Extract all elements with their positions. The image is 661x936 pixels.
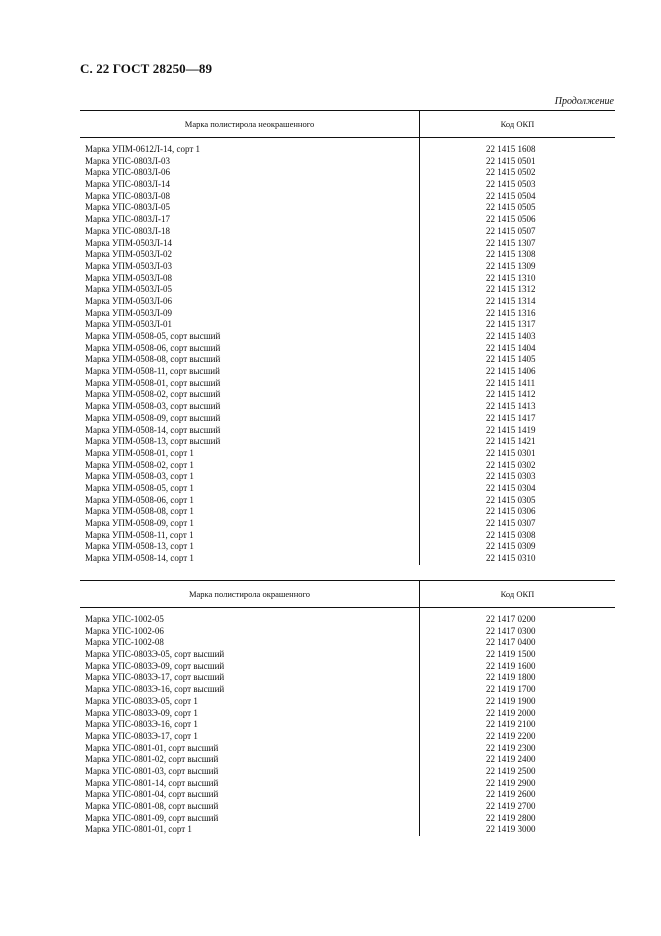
okp-code-cell: 22 1415 1403	[486, 331, 536, 341]
grade-cell: Марка УПМ-0508-14, сорт высший	[85, 424, 221, 435]
okp-code-cell: 22 1419 2800	[486, 812, 536, 823]
okp-code-cell: 22 1415 0501	[486, 155, 536, 166]
table-row	[80, 731, 615, 743]
table-row	[80, 436, 615, 448]
table-row	[80, 425, 615, 437]
table-row	[80, 801, 615, 813]
continuation-label: Продолжение	[554, 96, 614, 107]
okp-code-cell: 22 1415 1406	[486, 366, 536, 377]
grade-cell: Марка УПМ-0503Л-08	[85, 272, 172, 283]
grade-cell: Марка УПС-0803Л-17	[85, 214, 170, 225]
table-row	[80, 626, 615, 638]
table-row	[80, 684, 615, 696]
okp-code-cell: 22 1415 1404	[486, 342, 536, 353]
okp-code-cell: 22 1415 0305	[486, 494, 536, 505]
table-row	[80, 637, 615, 649]
grade-cell: Марка УПС-0803Л-18	[85, 225, 170, 236]
okp-code-cell: 22 1415 1413	[486, 401, 536, 412]
grade-cell: Марка УПС-0801-02, сорт высший	[85, 754, 219, 765]
table-row	[80, 495, 615, 507]
grade-cell: Марка УПМ-0508-09, сорт 1	[85, 518, 194, 528]
grade-cell: Марка УПС-0803Л-08	[85, 190, 170, 201]
table-row	[80, 331, 615, 343]
okp-code-cell: 22 1415 1308	[486, 249, 536, 260]
grade-cell: Марка УПС-0801-04, сорт высший	[85, 789, 219, 800]
table-colored	[80, 580, 615, 836]
okp-code-cell: 22 1415 1405	[486, 354, 536, 365]
okp-code-cell: 22 1415 0304	[486, 482, 536, 493]
grade-cell: Марка УПМ-0508-09, сорт высший	[85, 412, 221, 423]
grade-cell: Марка УПМ-0508-11, сорт 1	[85, 529, 194, 540]
okp-code-cell: 22 1415 1317	[486, 319, 536, 330]
table-row	[80, 460, 615, 472]
grade-cell: Марка УПС-1002-06	[85, 625, 164, 636]
column-header-grade: Марка полистирола неокрашенного	[184, 119, 315, 129]
grade-cell: Марка УПМ-0503Л-02	[85, 249, 172, 260]
okp-code-cell: 22 1419 2500	[486, 765, 536, 776]
okp-code-cell: 22 1415 0306	[486, 506, 536, 517]
okp-code-cell: 22 1415 1314	[486, 295, 536, 306]
grade-cell: Марка УПМ-0508-06, сорт высший	[85, 342, 221, 353]
table-row	[80, 719, 615, 731]
grade-cell: Марка УПМ-0508-06, сорт 1	[85, 494, 194, 505]
okp-code-cell: 22 1415 0301	[486, 447, 536, 458]
column-header-okp-code: Код ОКП	[500, 589, 535, 599]
table-row	[80, 273, 615, 285]
table-row	[80, 471, 615, 483]
grade-cell: Марка УПС-0803Э-05, сорт высший	[85, 649, 225, 660]
table-row	[80, 708, 615, 720]
grade-cell: Марка УПМ-0508-13, сорт высший	[85, 436, 221, 447]
table-row	[80, 789, 615, 801]
grade-cell: Марка УПМ-0503Л-05	[85, 284, 172, 295]
table-row	[80, 778, 615, 790]
table-row	[80, 813, 615, 825]
okp-code-cell: 22 1419 1900	[486, 695, 536, 706]
grade-cell: Марка УПМ-0508-03, сорт высший	[85, 401, 221, 412]
table-row	[80, 530, 615, 542]
table-row	[80, 249, 615, 261]
table-row	[80, 238, 615, 250]
table-row	[80, 378, 615, 390]
okp-code-cell: 22 1415 1316	[486, 307, 536, 318]
table-row	[80, 191, 615, 203]
grade-cell: Марка УПС-1002-05	[85, 614, 164, 624]
table-row	[80, 308, 615, 320]
grade-cell: Марка УПМ-0508-05, сорт высший	[85, 331, 221, 341]
grade-cell: Марка УПМ-0508-03, сорт 1	[85, 471, 194, 482]
okp-code-cell: 22 1415 0504	[486, 190, 536, 201]
okp-code-cell: 22 1415 0502	[486, 167, 536, 178]
grade-cell: Марка УПС-0803Э-17, сорт высший	[85, 672, 225, 683]
okp-code-cell: 22 1415 0506	[486, 214, 536, 225]
grade-cell: Марка УПМ-0503Л-06	[85, 295, 172, 306]
grade-cell: Марка УПС-0801-01, сорт высший	[85, 742, 219, 753]
table-row	[80, 448, 615, 460]
okp-code-cell: 22 1417 0200	[486, 614, 536, 624]
okp-code-cell: 22 1415 0308	[486, 529, 536, 540]
table-header	[80, 110, 615, 138]
okp-code-cell: 22 1415 1421	[486, 436, 536, 447]
grade-cell: Марка УПМ-0503Л-14	[85, 237, 172, 248]
grade-cell: Марка УПМ-0508-02, сорт 1	[85, 459, 194, 470]
table-row	[80, 401, 615, 413]
table-row	[80, 553, 615, 565]
grade-cell: Марка УПС-0801-08, сорт высший	[85, 801, 219, 811]
table-row	[80, 167, 615, 179]
grade-cell: Марка УПС-0801-01, сорт 1	[85, 824, 192, 835]
table-row	[80, 296, 615, 308]
grade-cell: Марка УПС-0803Л-14	[85, 179, 170, 190]
page-header: С. 22 ГОСТ 28250—89	[80, 61, 213, 76]
okp-code-cell: 22 1415 0503	[486, 179, 536, 190]
grade-cell: Марка УПМ-0503Л-09	[85, 307, 172, 318]
table-row	[80, 389, 615, 401]
table-row	[80, 672, 615, 684]
okp-code-cell: 22 1419 2200	[486, 730, 536, 741]
okp-code-cell: 22 1419 1600	[486, 660, 536, 671]
table-row	[80, 824, 615, 836]
grade-cell: Марка УПМ-0508-11, сорт высший	[85, 366, 220, 377]
grade-cell: Марка УПС-0803Э-09, сорт 1	[85, 707, 198, 718]
table-row	[80, 226, 615, 238]
okp-code-cell: 22 1419 2100	[486, 719, 536, 730]
table-row	[80, 261, 615, 273]
okp-code-cell: 22 1415 0307	[486, 518, 536, 528]
okp-code-cell: 22 1417 0400	[486, 637, 536, 648]
okp-code-cell: 22 1419 1800	[486, 672, 536, 683]
table-row	[80, 541, 615, 553]
table-row	[80, 144, 615, 156]
grade-cell: Марка УПС-0803Э-17, сорт 1	[85, 730, 198, 741]
table-row	[80, 649, 615, 661]
grade-cell: Марка УПС-0801-09, сорт высший	[85, 812, 219, 823]
table-row	[80, 661, 615, 673]
okp-code-cell: 22 1415 1412	[486, 389, 536, 400]
okp-code-cell: 22 1415 0302	[486, 459, 536, 470]
grade-cell: Марка УПМ-0508-08, сорт высший	[85, 354, 221, 365]
table-row	[80, 518, 615, 530]
table-row	[80, 284, 615, 296]
okp-code-cell: 22 1415 1307	[486, 237, 536, 248]
grade-cell: Марка УПС-0803Э-16, сорт высший	[85, 684, 225, 695]
okp-code-cell: 22 1419 2600	[486, 789, 536, 800]
table-row	[80, 214, 615, 226]
okp-code-cell: 22 1419 1700	[486, 684, 536, 695]
okp-code-cell: 22 1415 0505	[486, 202, 536, 213]
grade-cell: Марка УПС-0801-14, сорт высший	[85, 777, 219, 788]
okp-code-cell: 22 1415 0309	[486, 541, 536, 552]
table-body	[80, 138, 615, 565]
okp-code-cell: 22 1419 3000	[486, 824, 536, 835]
okp-code-cell: 22 1417 0300	[486, 625, 536, 636]
grade-cell: Марка УПМ-0508-08, сорт 1	[85, 506, 194, 517]
grade-cell: Марка УПМ-0508-14, сорт 1	[85, 553, 194, 564]
okp-code-cell: 22 1415 1309	[486, 260, 536, 271]
grade-cell: Марка УПС-0803Л-03	[85, 155, 170, 166]
okp-code-cell: 22 1415 1411	[486, 377, 536, 388]
grade-cell: Марка УПС-0803Э-09, сорт высший	[85, 660, 225, 671]
okp-code-cell: 22 1415 1417	[486, 412, 536, 423]
grade-cell: Марка УПС-0803Э-16, сорт 1	[85, 719, 198, 730]
okp-code-cell: 22 1419 2400	[486, 754, 536, 765]
grade-cell: Марка УПС-0801-03, сорт высший	[85, 765, 219, 776]
okp-code-cell: 22 1415 1312	[486, 284, 536, 295]
grade-cell: Марка УПМ-0503Л-03	[85, 260, 172, 271]
okp-code-cell: 22 1415 1608	[486, 144, 536, 154]
table-row	[80, 202, 615, 214]
grade-cell: Марка УПС-0803Л-06	[85, 167, 170, 178]
grade-cell: Марка УПС-1002-08	[85, 637, 164, 648]
column-header-grade: Марка полистирола окрашенного	[188, 589, 311, 599]
okp-code-cell: 22 1419 2000	[486, 707, 536, 718]
table-row	[80, 413, 615, 425]
okp-code-cell: 22 1419 2900	[486, 777, 536, 788]
okp-code-cell: 22 1415 1310	[486, 272, 536, 283]
okp-code-cell: 22 1415 1419	[486, 424, 536, 435]
table-row	[80, 766, 615, 778]
table-row	[80, 366, 615, 378]
okp-code-cell: 22 1419 2700	[486, 801, 536, 811]
table-body	[80, 608, 615, 836]
grade-cell: Марка УПМ-0508-02, сорт высший	[85, 389, 221, 400]
table-row	[80, 156, 615, 168]
table-row	[80, 754, 615, 766]
table-row	[80, 696, 615, 708]
grade-cell: Марка УПМ-0612Л-14, сорт 1	[85, 144, 201, 154]
grade-cell: Марка УПМ-0508-01, сорт 1	[85, 447, 194, 458]
table-row	[80, 506, 615, 518]
okp-code-cell: 22 1419 1500	[486, 649, 536, 660]
grade-cell: Марка УПС-0803Э-05, сорт 1	[85, 695, 198, 706]
table-uncolored	[80, 110, 615, 565]
grade-cell: Марка УПМ-0508-13, сорт 1	[85, 541, 194, 552]
table-row	[80, 743, 615, 755]
table-row	[80, 354, 615, 366]
okp-code-cell: 22 1415 0310	[486, 553, 536, 564]
okp-code-cell: 22 1419 2300	[486, 742, 536, 753]
table-row	[80, 614, 615, 626]
table-header	[80, 580, 615, 608]
okp-code-cell: 22 1415 0507	[486, 225, 536, 236]
grade-cell: Марка УПС-0803Л-05	[85, 202, 170, 213]
table-row	[80, 319, 615, 331]
grade-cell: Марка УПМ-0503Л-01	[85, 319, 172, 330]
grade-cell: Марка УПМ-0508-05, сорт 1	[85, 482, 194, 493]
okp-code-cell: 22 1415 0303	[486, 471, 536, 482]
table-row	[80, 483, 615, 495]
table-row	[80, 343, 615, 355]
column-header-okp-code: Код ОКП	[500, 119, 535, 129]
table-row	[80, 179, 615, 191]
grade-cell: Марка УПМ-0508-01, сорт высший	[85, 377, 221, 388]
